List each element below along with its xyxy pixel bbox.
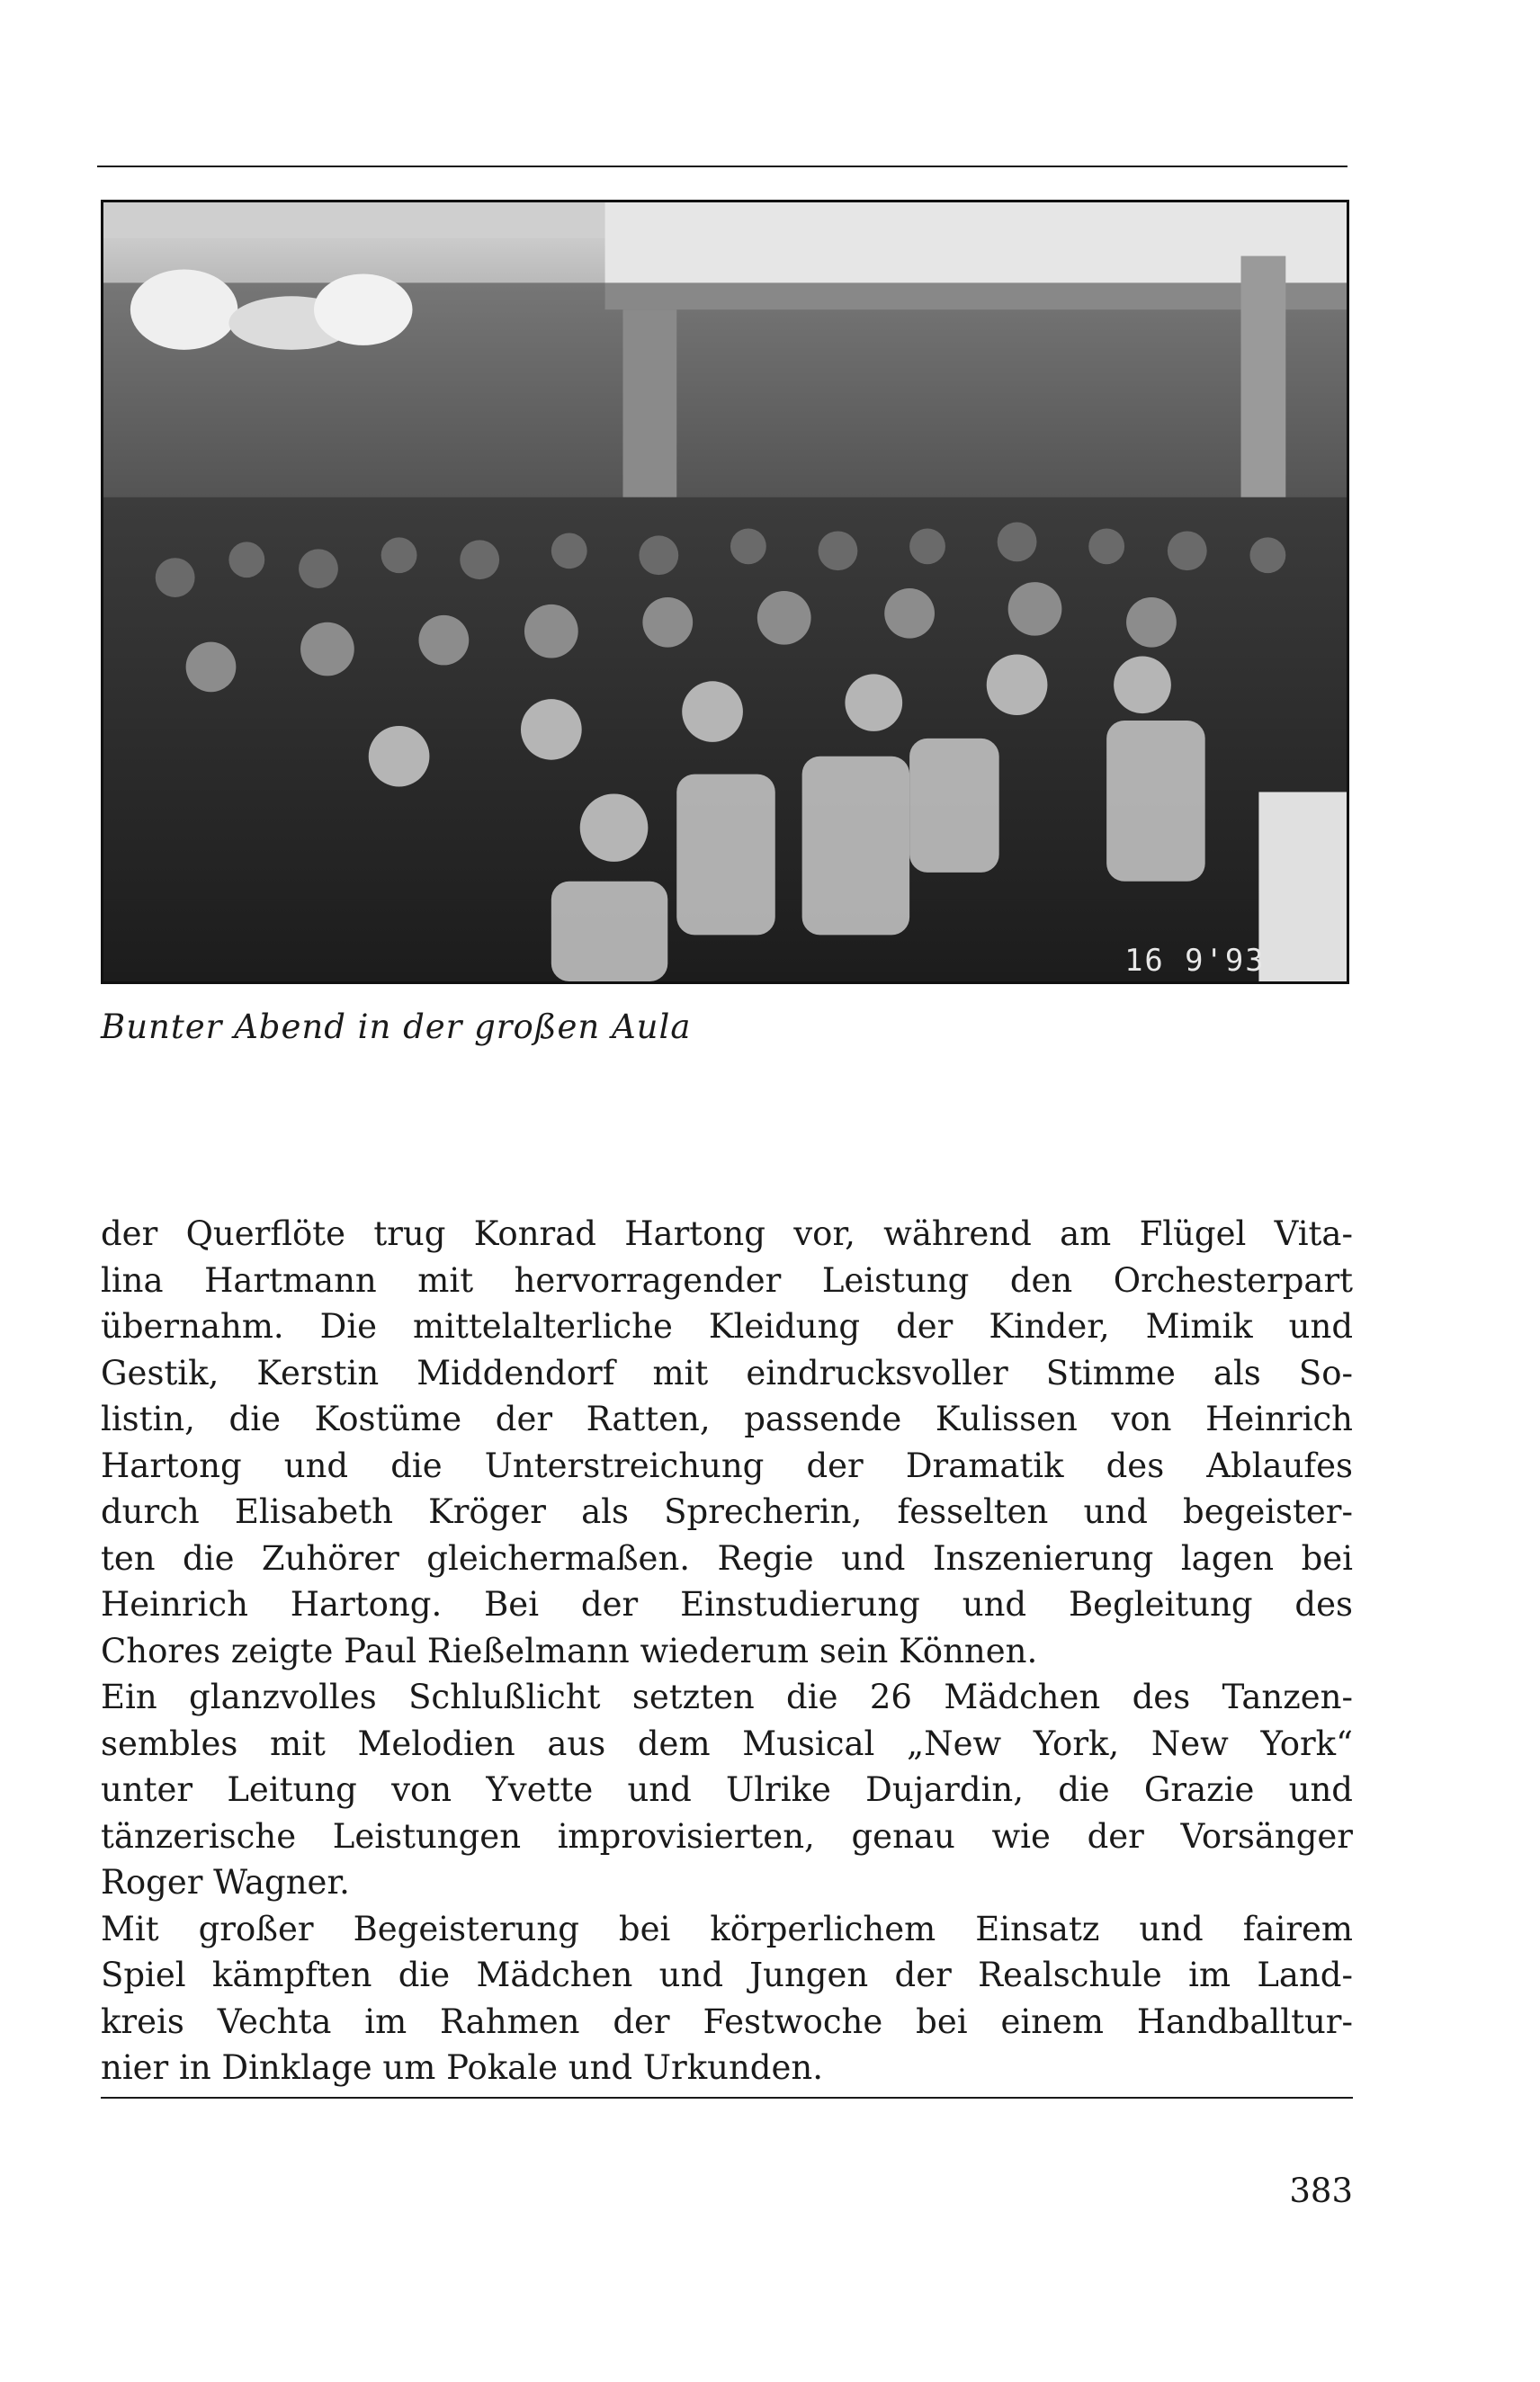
body-line: nier in Dinklage um Pokale und Urkunden. (101, 2048, 823, 2087)
photo-datestamp: 16 9'93 (1124, 943, 1266, 979)
body-line: Chores zeigte Paul Rießelmann wiederum sein Können. (101, 1631, 1038, 1670)
body-line: durch Elisabeth Kröger als Sprecherin, fesselten und begeister- (101, 1492, 1353, 1531)
page-number: 383 (1289, 2172, 1353, 2210)
body-line: der Querflöte trug Konrad Hartong vor, während am Flügel Vita- (101, 1214, 1353, 1253)
body-line: Heinrich Hartong. Bei der Einstudierung und Begleitung des (101, 1585, 1353, 1624)
body-line: Mit großer Begeisterung bei körperlichem Einsatz und fairem (101, 1909, 1353, 1948)
body-line: sembles mit Melodien aus dem Musical „New York, New York“ (101, 1724, 1353, 1763)
body-line: Spiel kämpften die Mädchen und Jungen der Realschule im Land- (101, 1956, 1353, 1994)
body-line: übernahm. Die mittelalterliche Kleidung der Kinder, Mimik und (101, 1307, 1353, 1346)
photo-caption: Bunter Abend in der großen Aula (101, 1007, 692, 1046)
body-line: tänzerische Leistungen improvisierten, genau wie der Vorsänger (101, 1816, 1353, 1856)
audience-photo (101, 200, 1349, 984)
body-line: Gestik, Kerstin Middendorf mit eindrucksvoller Stimme als So- (101, 1353, 1353, 1392)
body-text (101, 1211, 1353, 2091)
top-rule (97, 166, 1348, 167)
body-line: ten die Zuhörer gleichermaßen. Regie und Inszenierung lagen bei (101, 1538, 1353, 1578)
body-line: Ein glanzvolles Schlußlicht setzten die 26 Mädchen des Tanzen- (101, 1678, 1353, 1716)
bottom-rule (101, 2097, 1353, 2099)
audience-photo-graphic (103, 202, 1347, 981)
body-line: Hartong und die Unterstreichung der Dramatik des Ablaufes (101, 1446, 1353, 1485)
body-line: kreis Vechta im Rahmen der Festwoche bei einem Handballtur- (101, 2001, 1353, 2041)
body-line: unter Leitung von Yvette und Ulrike Dujardin, die Grazie und (101, 1770, 1353, 1809)
body-line: Roger Wagner. (101, 1863, 350, 1902)
body-line: listin, die Kostüme der Ratten, passende Kulissen von Heinrich (101, 1400, 1353, 1438)
body-line: lina Hartmann mit hervorragender Leistung den Orchesterpart (101, 1260, 1353, 1300)
